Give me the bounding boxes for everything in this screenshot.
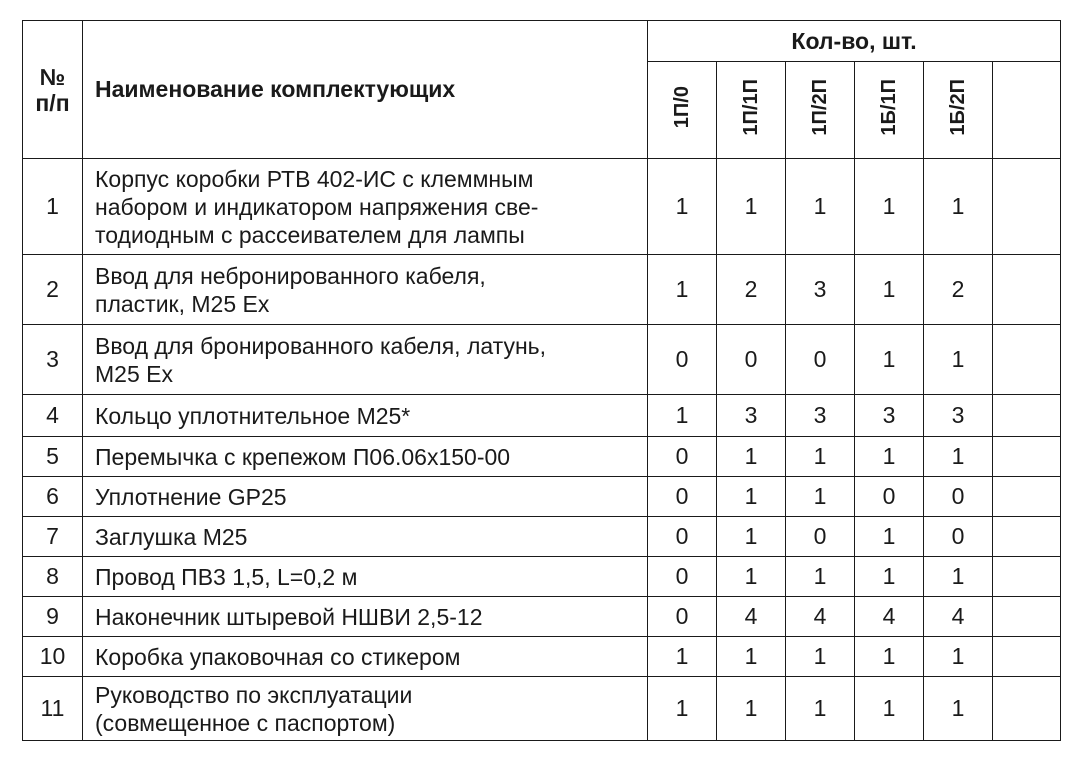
quantity-cell: 1	[786, 557, 855, 597]
quantity-cell: 0	[648, 477, 717, 517]
quantity-cell	[993, 159, 1061, 255]
number-column-header	[23, 21, 83, 159]
quantity-cell: 0	[648, 437, 717, 477]
variant-label: 1Б/2П	[946, 78, 969, 136]
quantity-cell: 1	[855, 557, 924, 597]
table-row	[23, 325, 1061, 395]
quantity-cell: 1	[648, 255, 717, 325]
quantity-cell: 1	[786, 477, 855, 517]
quantity-cell: 1	[648, 677, 717, 741]
components-table	[22, 20, 1061, 741]
quantity-cell: 1	[648, 637, 717, 677]
table-row	[23, 517, 1061, 557]
quantity-cell: 1	[855, 517, 924, 557]
component-name	[83, 517, 648, 557]
component-name-line: Корпус коробки РТВ 402-ИС с клеммным	[95, 165, 534, 192]
table-body	[23, 159, 1061, 741]
number-header-symbol: №	[39, 63, 66, 90]
quantity-cell: 0	[924, 477, 993, 517]
table-row	[23, 597, 1061, 637]
quantity-cell: 3	[855, 395, 924, 437]
quantity-cell: 1	[855, 159, 924, 255]
row-number: 3	[23, 325, 83, 395]
quantity-cell: 1	[924, 677, 993, 741]
component-name-line: набором и индикатором напряжения све-	[95, 193, 539, 220]
variant-label: 1Б/1П	[877, 78, 900, 136]
quantity-cell: 1	[717, 637, 786, 677]
component-name	[83, 437, 648, 477]
quantity-cell: 1	[855, 255, 924, 325]
row-number: 4	[23, 395, 83, 437]
quantity-cell: 1	[855, 637, 924, 677]
quantity-cell: 1	[924, 557, 993, 597]
variant-label: 1П/0	[670, 85, 693, 129]
quantity-cell: 1	[717, 677, 786, 741]
variant-header	[786, 62, 855, 159]
component-name	[83, 325, 648, 395]
quantity-cell: 3	[717, 395, 786, 437]
quantity-cell: 0	[648, 325, 717, 395]
row-number: 10	[23, 637, 83, 677]
component-name-line: (совмещенное с паспортом)	[95, 709, 396, 736]
quantity-cell	[993, 437, 1061, 477]
component-name-line: Провод ПВ3 1,5, L=0,2 м	[95, 563, 358, 590]
table-row	[23, 437, 1061, 477]
variant-label: 1П/1П	[739, 78, 762, 136]
quantity-cell: 1	[648, 159, 717, 255]
component-name-line: Перемычка с крепежом П06.06х150-00	[95, 443, 511, 470]
quantity-cell: 1	[924, 437, 993, 477]
variant-header-empty	[993, 62, 1061, 159]
quantity-cell: 1	[786, 159, 855, 255]
variant-header	[648, 62, 717, 159]
quantity-cell: 2	[924, 255, 993, 325]
quantity-cell: 3	[786, 395, 855, 437]
quantity-cell: 1	[924, 159, 993, 255]
table-header	[23, 21, 1061, 159]
table-row	[23, 637, 1061, 677]
quantity-cell: 3	[924, 395, 993, 437]
component-name	[83, 637, 648, 677]
quantity-cell: 1	[717, 159, 786, 255]
component-name-line: Коробка упаковочная со стикером	[95, 643, 461, 670]
table-row	[23, 557, 1061, 597]
quantity-cell: 4	[717, 597, 786, 637]
component-name-line: Ввод для небронированного кабеля,	[95, 262, 486, 289]
variant-header	[924, 62, 993, 159]
component-name-line: Заглушка М25	[95, 523, 248, 550]
table-row	[23, 477, 1061, 517]
component-name	[83, 159, 648, 255]
quantity-cell: 0	[648, 597, 717, 637]
row-number: 8	[23, 557, 83, 597]
variant-label: 1П/2П	[808, 78, 831, 136]
component-name	[83, 395, 648, 437]
component-name-line: тодиодным с рассеивателем для лампы	[95, 221, 525, 248]
component-name	[83, 255, 648, 325]
component-name-line: пластик, М25 Ex	[95, 290, 270, 317]
row-number: 1	[23, 159, 83, 255]
name-column-header: Наименование комплектующих	[83, 21, 648, 159]
quantity-cell: 1	[855, 677, 924, 741]
quantity-cell	[993, 255, 1061, 325]
component-name-line: Наконечник штыревой НШВИ 2,5-12	[95, 603, 483, 630]
number-header-abbr: п/п	[35, 89, 70, 116]
quantity-cell	[993, 597, 1061, 637]
quantity-cell	[993, 517, 1061, 557]
quantity-cell: 1	[855, 437, 924, 477]
quantity-cell	[993, 677, 1061, 741]
quantity-cell	[993, 637, 1061, 677]
quantity-cell: 0	[924, 517, 993, 557]
row-number: 7	[23, 517, 83, 557]
component-name-line: Кольцо уплотнительное М25*	[95, 402, 411, 429]
row-number: 11	[23, 677, 83, 741]
component-name	[83, 557, 648, 597]
quantity-cell: 3	[786, 255, 855, 325]
quantity-cell	[993, 557, 1061, 597]
quantity-cell: 0	[786, 517, 855, 557]
quantity-cell: 1	[648, 395, 717, 437]
table-row	[23, 255, 1061, 325]
quantity-cell: 1	[717, 477, 786, 517]
quantity-cell: 1	[924, 637, 993, 677]
row-number: 6	[23, 477, 83, 517]
quantity-cell: 0	[786, 325, 855, 395]
table-row	[23, 395, 1061, 437]
quantity-cell	[993, 477, 1061, 517]
quantity-cell: 1	[786, 437, 855, 477]
variant-header	[855, 62, 924, 159]
quantity-cell: 0	[648, 517, 717, 557]
variant-header	[717, 62, 786, 159]
header-row-top	[23, 21, 1061, 62]
quantity-cell: 0	[717, 325, 786, 395]
quantity-cell: 1	[786, 637, 855, 677]
table-row	[23, 677, 1061, 741]
quantity-group-header: Кол-во, шт.	[648, 21, 1061, 62]
quantity-cell: 4	[855, 597, 924, 637]
row-number: 9	[23, 597, 83, 637]
quantity-cell: 1	[855, 325, 924, 395]
quantity-cell: 1	[717, 437, 786, 477]
quantity-cell: 2	[717, 255, 786, 325]
component-name-line: Руководство по эксплуатации	[95, 681, 413, 708]
component-name-line: М25 Ex	[95, 360, 173, 387]
quantity-cell: 0	[855, 477, 924, 517]
component-name-line: Уплотнение GP25	[95, 483, 287, 510]
component-name	[83, 677, 648, 741]
quantity-cell: 0	[648, 557, 717, 597]
quantity-cell: 4	[786, 597, 855, 637]
quantity-cell: 4	[924, 597, 993, 637]
row-number: 5	[23, 437, 83, 477]
component-name-line: Ввод для бронированного кабеля, латунь,	[95, 332, 547, 359]
quantity-cell: 1	[717, 517, 786, 557]
row-number: 2	[23, 255, 83, 325]
quantity-cell: 1	[717, 557, 786, 597]
table-row	[23, 159, 1061, 255]
quantity-cell	[993, 395, 1061, 437]
component-name	[83, 597, 648, 637]
quantity-cell: 1	[924, 325, 993, 395]
quantity-cell: 1	[786, 677, 855, 741]
component-name	[83, 477, 648, 517]
quantity-cell	[993, 325, 1061, 395]
